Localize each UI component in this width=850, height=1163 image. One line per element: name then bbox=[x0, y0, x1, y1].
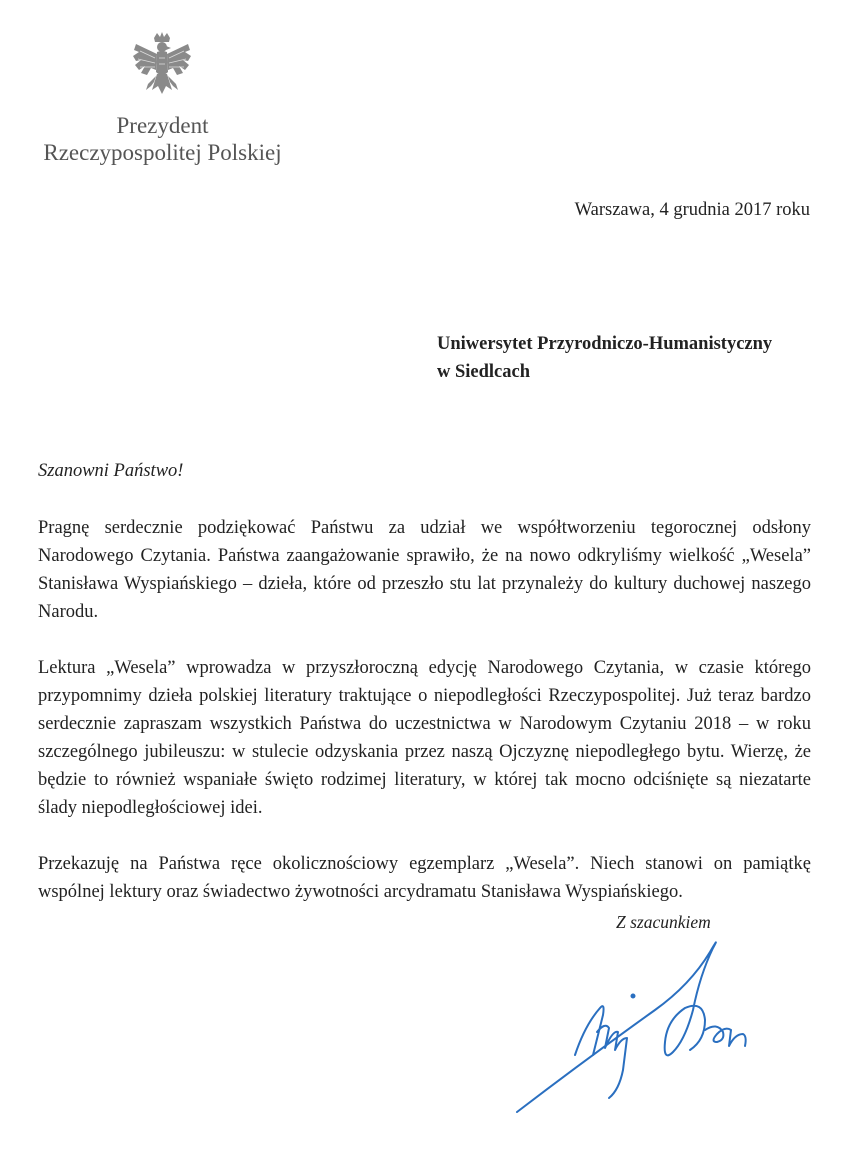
letterhead-title: Prezydent bbox=[116, 113, 209, 138]
letterhead bbox=[20, 112, 305, 166]
eagle-emblem-icon bbox=[130, 32, 194, 104]
recipient-name: Uniwersytet Przyrodniczo-Humanistyczny bbox=[437, 334, 773, 354]
body-paragraph-1: Pragnę serdecznie podziękować Państwu za udział we współtworzeniu tegorocznej odsłony Narodowego Czytania. Państwa zaangażowanie sprawiło, że na nowo odkryliśmy wielkość „Wesela” Stanisława Wyspiańskiego – dzieła, które od przeszło stu lat przynależy do kultury duchowej naszego Narodu. bbox=[38, 518, 811, 622]
salutation: Szanowni Państwo! bbox=[38, 461, 184, 481]
body-paragraph-2: Lektura „Wesela” wprowadza w przyszłoroczną edycję Narodowego Czytania, w czasie którego przypomnimy dzieła polskiej literatury traktujące o niepodległości Rzeczypospolitej. Już teraz bardzo serdecznie zapraszam wszystkich Państwa do uczestnictwa w Narodowym Czytaniu 2018 – w roku szczególnego jubileuszu: w stulecie odzyskania przez naszą Ojczyznę niepodległego bytu. Wierzę, że będzie to również wspaniałe święto rodzimej literatury, w której tak mocno odciśnięte są niezatarte ślady niepodległościowej idei. bbox=[38, 658, 811, 818]
closing-phrase: Z szacunkiem bbox=[616, 912, 711, 932]
signature-icon bbox=[505, 930, 765, 1120]
letterhead-subtitle: Rzeczypospolitej Polskiej bbox=[43, 140, 282, 165]
letter-date: Warszawa, 4 grudnia 2017 roku bbox=[574, 200, 810, 220]
letter-body bbox=[38, 514, 811, 934]
recipient-address bbox=[437, 330, 772, 386]
recipient-location: w Siedlcach bbox=[437, 362, 531, 382]
body-paragraph-3: Przekazuję na Państwa ręce okolicznościowy egzemplarz „Wesela”. Niech stanowi on pamiątkę wspólnej lektury oraz świadectwo żywotności arcydramatu Stanisława Wyspiańskiego. bbox=[38, 854, 811, 902]
